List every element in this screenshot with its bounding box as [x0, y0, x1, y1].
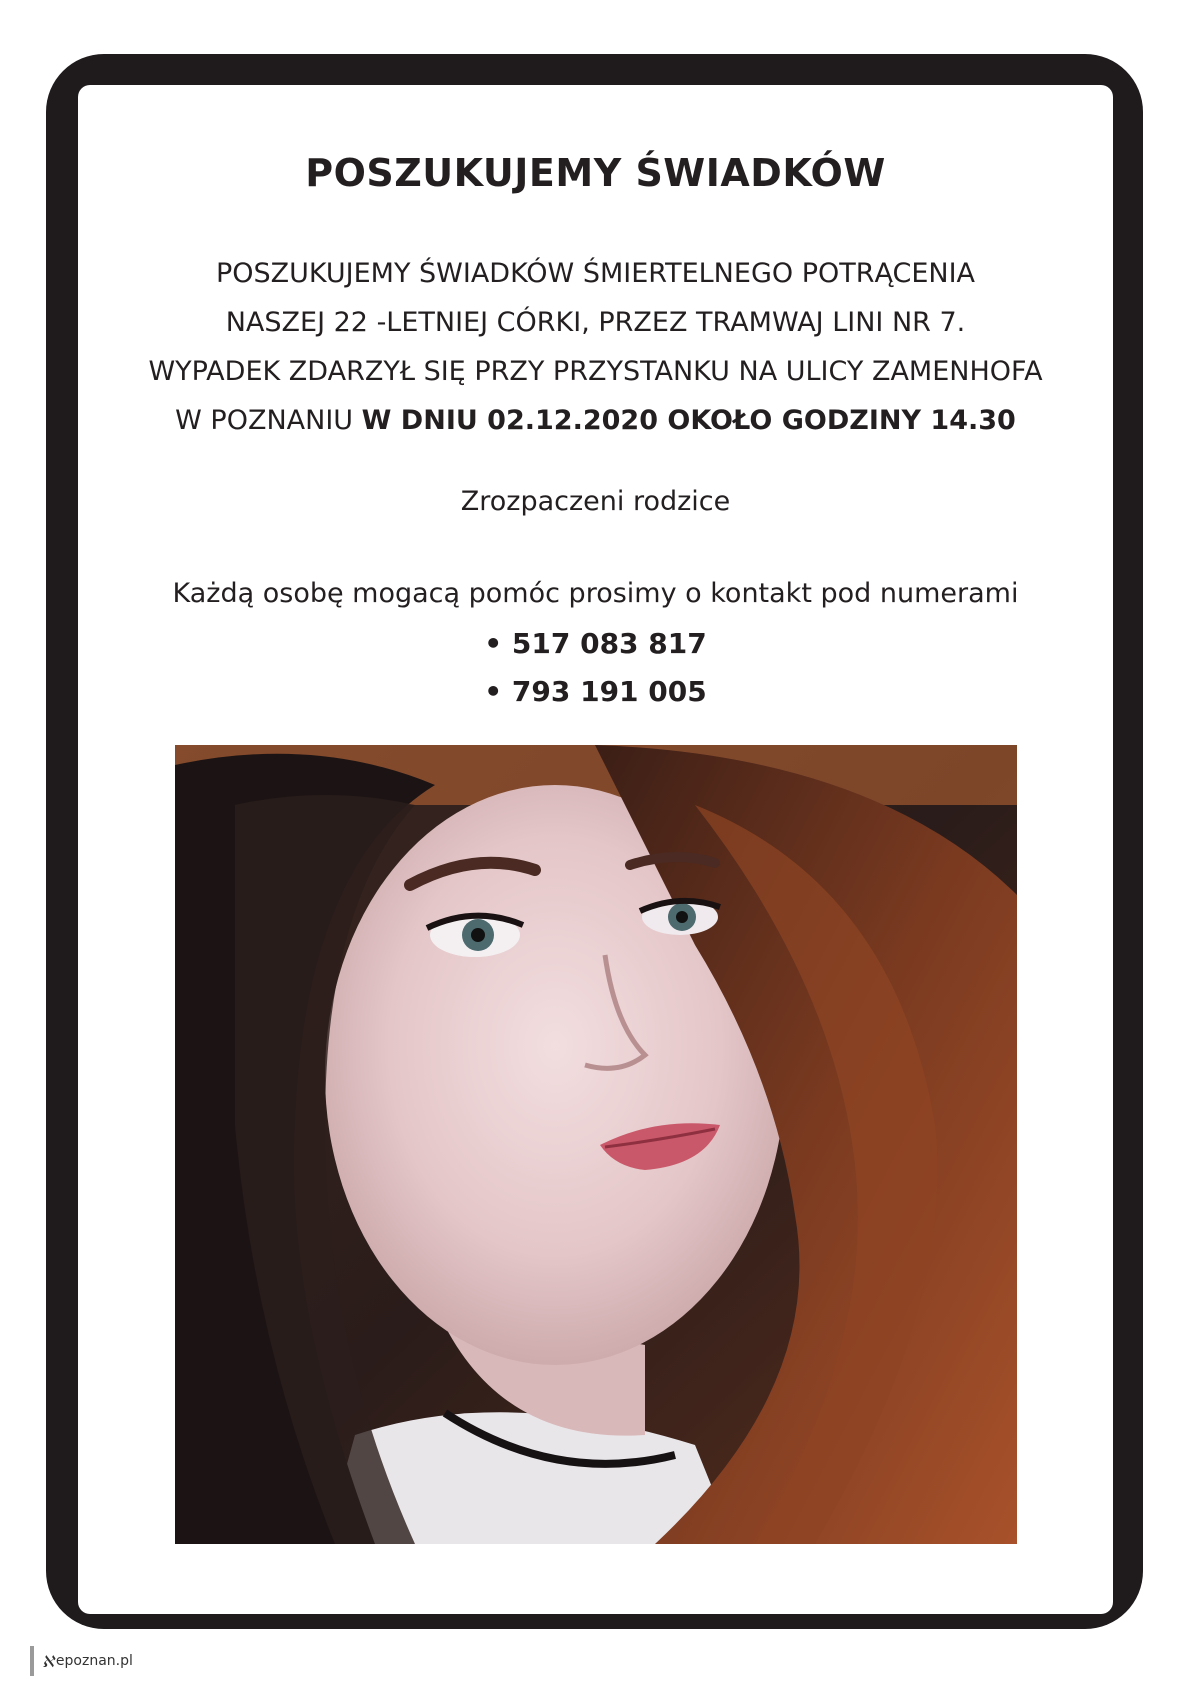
contact-intro: Każdą osobę mogacą pomóc prosimy o kontakt pod numerami [172, 578, 1019, 609]
appeal-line-2: NASZEJ 22 -LETNIEJ CÓRKI, PRZEZ TRAMWAJ LINI NR 7. [225, 307, 966, 338]
appeal-line-4 [78, 396, 1113, 445]
epoznan-logo-icon: ℵ [42, 1651, 54, 1671]
poster-title: POSZUKUJEMY ŚWIADKÓW [305, 151, 886, 195]
appeal-line-1: POSZUKUJEMY ŚWIADKÓW ŚMIERTELNEGO POTRĄCENIA [215, 258, 976, 289]
appeal-text [78, 249, 1113, 445]
portrait-illustration [175, 745, 1017, 1544]
phone-list [78, 620, 1113, 716]
appeal-date-time: W DNIU 02.12.2020 OKOŁO GODZINY 14.30 [361, 405, 1016, 436]
phone-number-2: • 793 191 005 [484, 675, 707, 708]
watermark-text: epoznan.pl [55, 1653, 133, 1669]
phone-number-1: • 517 083 817 [484, 627, 707, 660]
epoznan-watermark [30, 1646, 133, 1676]
poster-sheet [78, 85, 1113, 1614]
appeal-line-4-prefix: W POZNANIU [175, 405, 362, 436]
portrait-photo [175, 745, 1017, 1544]
signature: Zrozpaczeni rodzice [460, 486, 731, 517]
appeal-line-3: WYPADEK ZDARZYŁ SIĘ PRZY PRZYSTANKU NA ULICY ZAMENHOFA [148, 356, 1043, 387]
